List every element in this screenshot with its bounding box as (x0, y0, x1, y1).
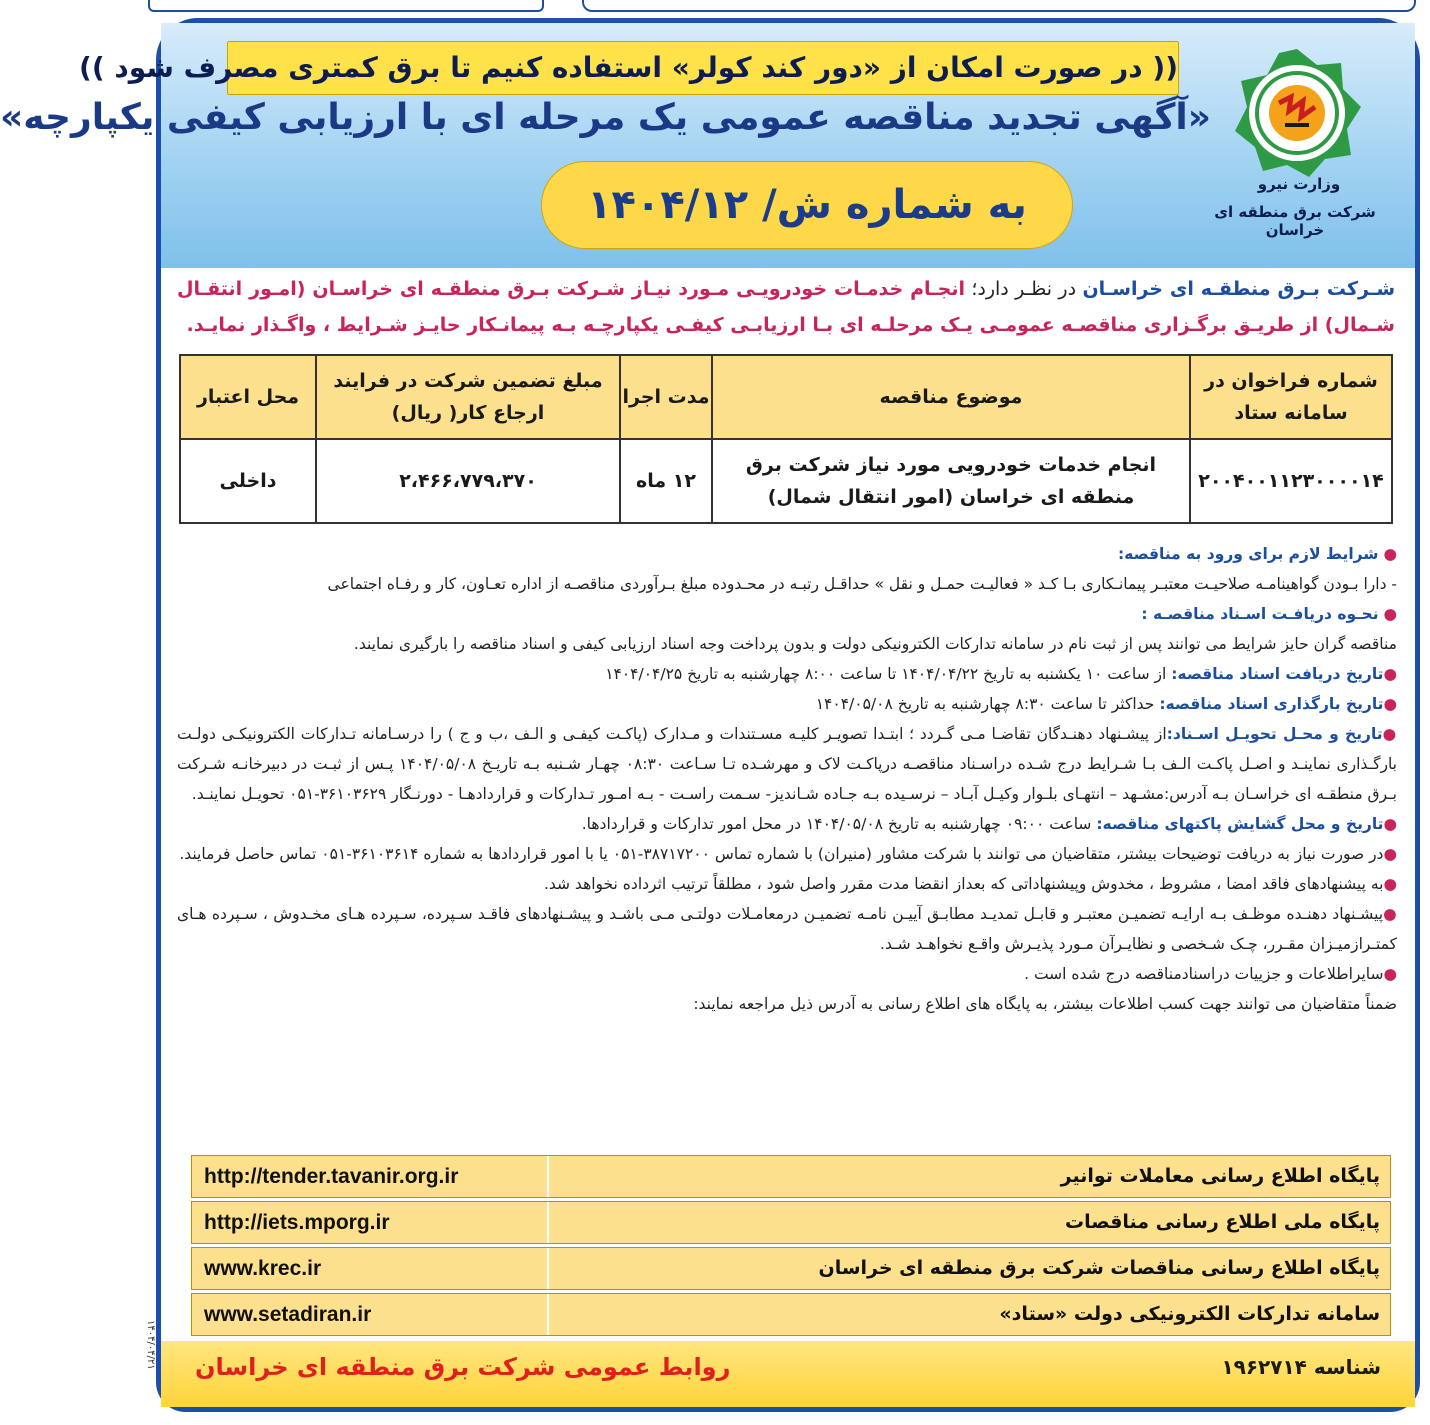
top-strip-right (582, 0, 1416, 12)
bullet-other: ●سایراطلاعات و جزییات دراسنادمناقصه درج شده است . (1024, 965, 1397, 983)
tender-number-badge: به شماره ش/ ۱۴۰۴/۱۲ (541, 161, 1073, 249)
link-name: پایگاه اطلاع رسانی معاملات توانیر (1060, 1165, 1380, 1187)
side-date: ۱۴۰۴/۰۴/۲۱ (145, 1320, 156, 1370)
ad-body (177, 539, 1397, 1019)
link-divider (547, 1294, 549, 1335)
col-subject: موضوع مناقصه (712, 355, 1190, 439)
ad-footer (161, 1341, 1415, 1407)
col-duration: مدت اجرا (620, 355, 712, 439)
intro-company: شـرکت بـرق منطقـه ای خراسـان (1082, 278, 1396, 300)
conditions-heading: ● شرایط لازم برای ورود به مناقصه: (1117, 545, 1397, 563)
link-divider (547, 1248, 549, 1289)
ministry-label: وزارت نیرو (1257, 175, 1341, 193)
company-label: شرکت برق منطقه ای خراسان (1214, 203, 1376, 239)
cell-credit: داخلی (180, 439, 316, 523)
opening-info: ●تاریخ و محل گشایش پاکتهای مناقصه: ساعت ۰۹:۰۰ چهارشنبه به تاریخ ۱۴۰۴/۰۵/۰۸ در محل امور تدارکات و قراردادها. (581, 815, 1397, 833)
link-divider (547, 1156, 549, 1197)
link-row (191, 1201, 1391, 1244)
cell-duration: ۱۲ ماه (620, 439, 712, 523)
top-strip-left (148, 0, 544, 12)
link-url[interactable]: http://tender.tavanir.org.ir (204, 1165, 459, 1188)
link-url[interactable]: www.setadiran.ir (204, 1303, 372, 1326)
table-header-row (180, 355, 1392, 439)
intro-paragraph (177, 271, 1395, 343)
docs-text: مناقصه گران حایز شرایط می توانند پس از ثبت نام در سامانه تدارکات الکترونیکی دولت و بدون پرداخت وجه اسناد ارزیابی کیفی و اسناد مناقصه را بارگیری نمایند. (353, 635, 1397, 653)
ad-id: شناسه ۱۹۶۲۷۱۴ (1221, 1355, 1381, 1379)
link-divider (547, 1202, 549, 1243)
upload-dates: ●تاریخ بارگذاری اسناد مناقصه: حداکثر تا ساعت ۸:۳۰ چهارشنبه به تاریخ ۱۴۰۴/۰۵/۰۸ (815, 695, 1397, 713)
info-links (191, 1155, 1391, 1339)
col-number: شماره فراخوان در سامانه ستاد (1190, 355, 1392, 439)
conditions-text: - دارا بـودن گواهینامـه صلاحیـت معتبـر پیمانـکاری بـا کـد « فعالیـت حمـل و نقل » حداقـل رتبـه در محـدوده مبلغ بـرآوردی مناقصـه از اداره تعـاون، کار و رفـاه اجتماعی (327, 575, 1397, 593)
receive-dates: ●تاریخ دریافت اسناد مناقصه: از ساعت ۱۰ یکشنبه به تاریخ ۱۴۰۴/۰۴/۲۲ تا ساعت ۸:۰۰ چهارشنبه به تاریخ ۱۴۰۴/۰۴/۲۵ (605, 665, 1397, 683)
ad-header (0, 23, 1415, 268)
slogan-banner: (( در صورت امکان از «دور کند کولر» استفاده کنیم تا برق کمتری مصرف شود )) (227, 41, 1179, 95)
link-name: سامانه تدارکات الکترونیکی دولت «ستاد» (999, 1303, 1380, 1325)
public-relations: روابط عمومی شرکت برق منطقه ای خراسان (195, 1353, 731, 1381)
col-guarantee: مبلغ تضمین شرکت در فرایند ارجاع کار( ریال) (316, 355, 620, 439)
cell-number: ۲۰۰۴۰۰۱۱۲۳۰۰۰۰۱۴ (1190, 439, 1392, 523)
intro-intends: در نظـر دارد؛ (964, 278, 1083, 300)
more-info-note: ضمناً متقاضیان می توانند جهت کسب اطلاعات بیشتر، به پایگاه های اطلاع رسانی به آدرس ذیل مراجعه نمایند: (693, 995, 1397, 1013)
link-row (191, 1247, 1391, 1290)
intro-subject: انجـام خدمـات خودرویـی مـورد نیـاز شـرکت بـرق منطقـه ای خراسـان (امـور انتقـال شـمال) از طریـق برگـزاری مناقصـه عمومـی یـک مرحلـه ای بـا ارزیابـی کیفـی یکپارچـه بـه پیمانـکار حایـز شـرایط ، واگـذار نمایـد. (177, 278, 1395, 336)
link-url[interactable]: www.krec.ir (204, 1257, 322, 1280)
link-url[interactable]: http://iets.mporg.ir (204, 1211, 390, 1234)
company-logo-icon (1229, 45, 1365, 181)
cell-guarantee: ۲،۴۶۶،۷۷۹،۳۷۰ (316, 439, 620, 523)
col-credit: محل اعتبار (180, 355, 316, 439)
link-row (191, 1155, 1391, 1198)
link-row (191, 1293, 1391, 1336)
link-name: پایگاه اطلاع رسانی مناقصات شرکت برق منطقه ای خراسان (818, 1257, 1380, 1279)
tender-table (179, 354, 1393, 524)
ad-title: «آگهی تجدید مناقصه عمومی یک مرحله ای با ارزیابی کیفی یکپارچه» (0, 97, 1211, 138)
delivery-info: ●تاریخ و محـل تحویـل اسـناد:از پیشـنهاد دهنـدگان تقاضـا مـی گـردد ؛ ابتـدا تصویـر کلیـه مسـتندات و مـدارک (پاکـت کیفـی و الـف ،ب و ج ) را درسـامانه تـدارکات الکترونیکـی دولـت بارگـذاری نماینـد و اصـل پاکـت الـف بـا شـرایط درج شـده دراسـناد مناقصـه درپاکـت لاک و مهرشـده تـا سـاعت ۰۸:۳۰ چهـار شـنبه بـه تاریـخ ۱۴۰۴/۰۵/۰۸ پـس از ثبـت در دبیرخانـه شـرکت بـرق منطقـه ای خراسـان بـه آدرس:مشـهد – انتهـای بلـوار وکیـل آبـاد – نرسـیده بـه جـاده شـاندیز- سـمت راسـت - بـه امـور تـدارکات و قراردادهـا - دورنـگار ۳۶۱۰۳۶۲۹-۰۵۱ تحویـل نماینـد. (177, 725, 1397, 803)
bullet-contact: ●در صورت نیاز به دریافت توضیحات بیشتر، متقاضیان می توانند با شرکت مشاور (منیران) با شماره تماس ۳۸۷۱۷۲۰۰-۰۵۱ یا با امور قراردادها به شماره ۳۶۱۰۳۶۱۴-۰۵۱ تماس حاصل فرمایند. (179, 845, 1397, 863)
docs-heading: ● نحـوه دریافـت اسـناد مناقصـه : (1141, 605, 1397, 623)
link-name: پایگاه ملی اطلاع رسانی مناقصات (1065, 1211, 1380, 1233)
table-row (180, 439, 1392, 523)
cell-subject: انجام خدمات خودرویی مورد نیاز شرکت برق منطقه ای خراسان (امور انتقال شمال) (712, 439, 1190, 523)
bullet-invalid: ●به پیشنهادهای فاقد امضا ، مشروط ، مخدوش وپیشنهاداتی که بعداز انقضا مدت مقرر واصل شود ، مطلقاً ترتیب اثرداده نخواهد شد. (543, 875, 1397, 893)
bullet-guarantee: ●پیشـنهاد دهنـده موظـف بـه ارایـه تضمیـن معتبـر و قابـل تمدیـد مطابـق آییـن نامـه تضمیـن درمعامـلات دولتـی مـی باشـد و پیشـنهادهای فاقـد سـپرده، سـپرده هـای مخـدوش ، سـپرده هـای کمتـرازمیـزان مقـرر، چـک شـخصی و نظایـرآن مـورد پذیـرش واقـع نخواهـد شـد. (177, 905, 1397, 953)
